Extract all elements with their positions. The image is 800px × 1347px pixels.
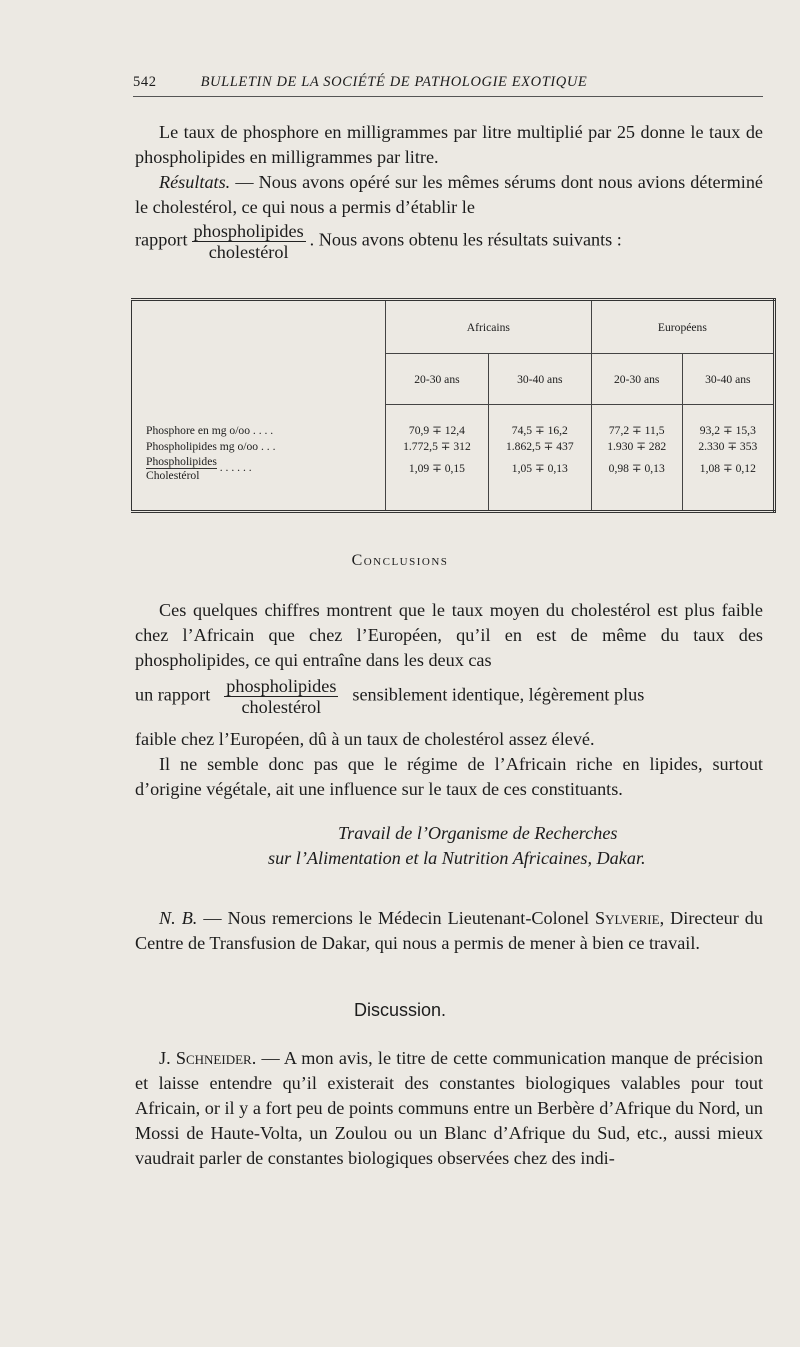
table-cell: 2.330 ∓ 353 xyxy=(682,439,774,455)
fraction-numerator: phospholipides xyxy=(193,221,304,241)
age-col-2: 30-40 ans xyxy=(488,354,591,405)
person-name: Sylverie xyxy=(595,908,660,928)
table-cell: 1,05 ∓ 0,13 xyxy=(488,455,591,512)
table-cell: 1,08 ∓ 0,12 xyxy=(682,455,774,512)
ratio-fraction xyxy=(192,221,306,262)
conclusions-paragraph-end: faible chez l’Européen, dû à un taux de cholestérol assez élevé. xyxy=(135,729,595,749)
conclusions-paragraph: Ces quelques chiffres montrent que le taux moyen du cholestérol est plus faible chez l’Africain que chez l’Européen, qu’il en est de même du taux des phospholipides, ce qui entraîne dans les deux cas xyxy=(135,600,763,670)
group-europeens: Européens xyxy=(591,300,774,354)
speaker-name: J. Schneider. xyxy=(159,1048,257,1068)
conclusions-heading: Conclusions xyxy=(351,552,449,569)
discussion-heading: Discussion. xyxy=(353,1000,447,1020)
intro-paragraph: Le taux de phosphore en milligrammes par litre multiplié par 25 donne le taux de phospholipides en milligrammes par litre. xyxy=(135,122,763,167)
table-cell: 77,2 ∓ 11,5 xyxy=(591,405,682,440)
page-number: 542 xyxy=(133,74,157,90)
table-corner xyxy=(132,300,386,405)
signature-line-1: Travail de l’Organisme de Recherches xyxy=(338,823,618,843)
running-header xyxy=(133,74,763,97)
age-col-4: 30-40 ans xyxy=(682,354,774,405)
table-row xyxy=(132,405,775,440)
rapport-word: rapport xyxy=(135,229,188,250)
discussion-paragraph: J. Schneider. — A mon avis, le titre de cette communication manque de précision et laisse entendre qu’il existerait des constantes biologiques valables pour tout Africain, or il y a fort peu de points communs entre un Berbère d’Afrique du Nord, un Mossi de Haute-Volta, un Zoulou ou un Blanc d’Afrique du Sud, etc., aussi mieux vaudrait parler de constantes biologiques observées chez des indi- xyxy=(135,1048,763,1168)
conclusions-rapport-line: un rapport $\frac{\text{phospholipides}}{\text{cholestérol}}$ sensiblement identique, légèrement plus xyxy=(135,676,645,717)
table-cell: 1.772,5 ∓ 312 xyxy=(386,439,489,455)
signature-line-2: sur l’Alimentation et la Nutrition Africaines, Dakar. xyxy=(268,848,646,868)
table-cell: 1.930 ∓ 282 xyxy=(591,439,682,455)
group-africains: Africains xyxy=(386,300,592,354)
fraction-denominator: cholestérol xyxy=(208,242,289,262)
row-label: Phospholipides Cholestérol . . . . . . xyxy=(146,455,252,482)
nb-label: N. B. xyxy=(159,908,198,928)
row-label: Phospholipides mg o/oo . . . xyxy=(146,440,276,453)
table-row xyxy=(132,439,775,455)
table-cell: 1,09 ∓ 0,15 xyxy=(386,455,489,512)
nb-paragraph: N. B. — Nous remercions le Médecin Lieutenant-Colonel Sylverie, Directeur du Centre de Transfusion de Dakar, qui nous a permis de mener à bien ce travail. xyxy=(135,908,763,953)
results-text: — Nous avons opéré sur les mêmes sérums dont nous avions déterminé le cholestérol, ce qui nous a permis d’établir le xyxy=(135,172,763,217)
ratio-fraction: $\frac{\text{phospholipides}}{\text{cholestérol}}$ xyxy=(226,676,337,717)
table-cell: 74,5 ∓ 16,2 xyxy=(488,405,591,440)
age-col-3: 20-30 ans xyxy=(591,354,682,405)
row-label: Phosphore en mg o/oo . . . . xyxy=(146,423,274,437)
conclusions-paragraph-2: Il ne semble donc pas que le régime de l’Africain riche en lipides, surtout d’origine végétale, ait une influence sur le taux de ces constituants. xyxy=(135,754,763,799)
results-paragraph xyxy=(135,170,763,220)
age-col-1: 20-30 ans xyxy=(386,354,489,405)
table-cell: 70,9 ∓ 12,4 xyxy=(386,405,489,440)
table-cell: 1.862,5 ∓ 437 xyxy=(488,439,591,455)
rapport-after: . Nous avons obtenu les résultats suivants : xyxy=(309,229,622,250)
journal-title: BULLETIN DE LA SOCIÉTÉ DE PATHOLOGIE EXOTIQUE xyxy=(200,74,588,90)
rapport-line xyxy=(135,221,775,262)
table-cell: 93,2 ∓ 15,3 xyxy=(682,405,774,440)
results-label: Résultats. xyxy=(159,172,231,192)
table-row xyxy=(132,455,775,512)
results-table xyxy=(131,298,776,513)
table-cell: 0,98 ∓ 0,13 xyxy=(591,455,682,512)
